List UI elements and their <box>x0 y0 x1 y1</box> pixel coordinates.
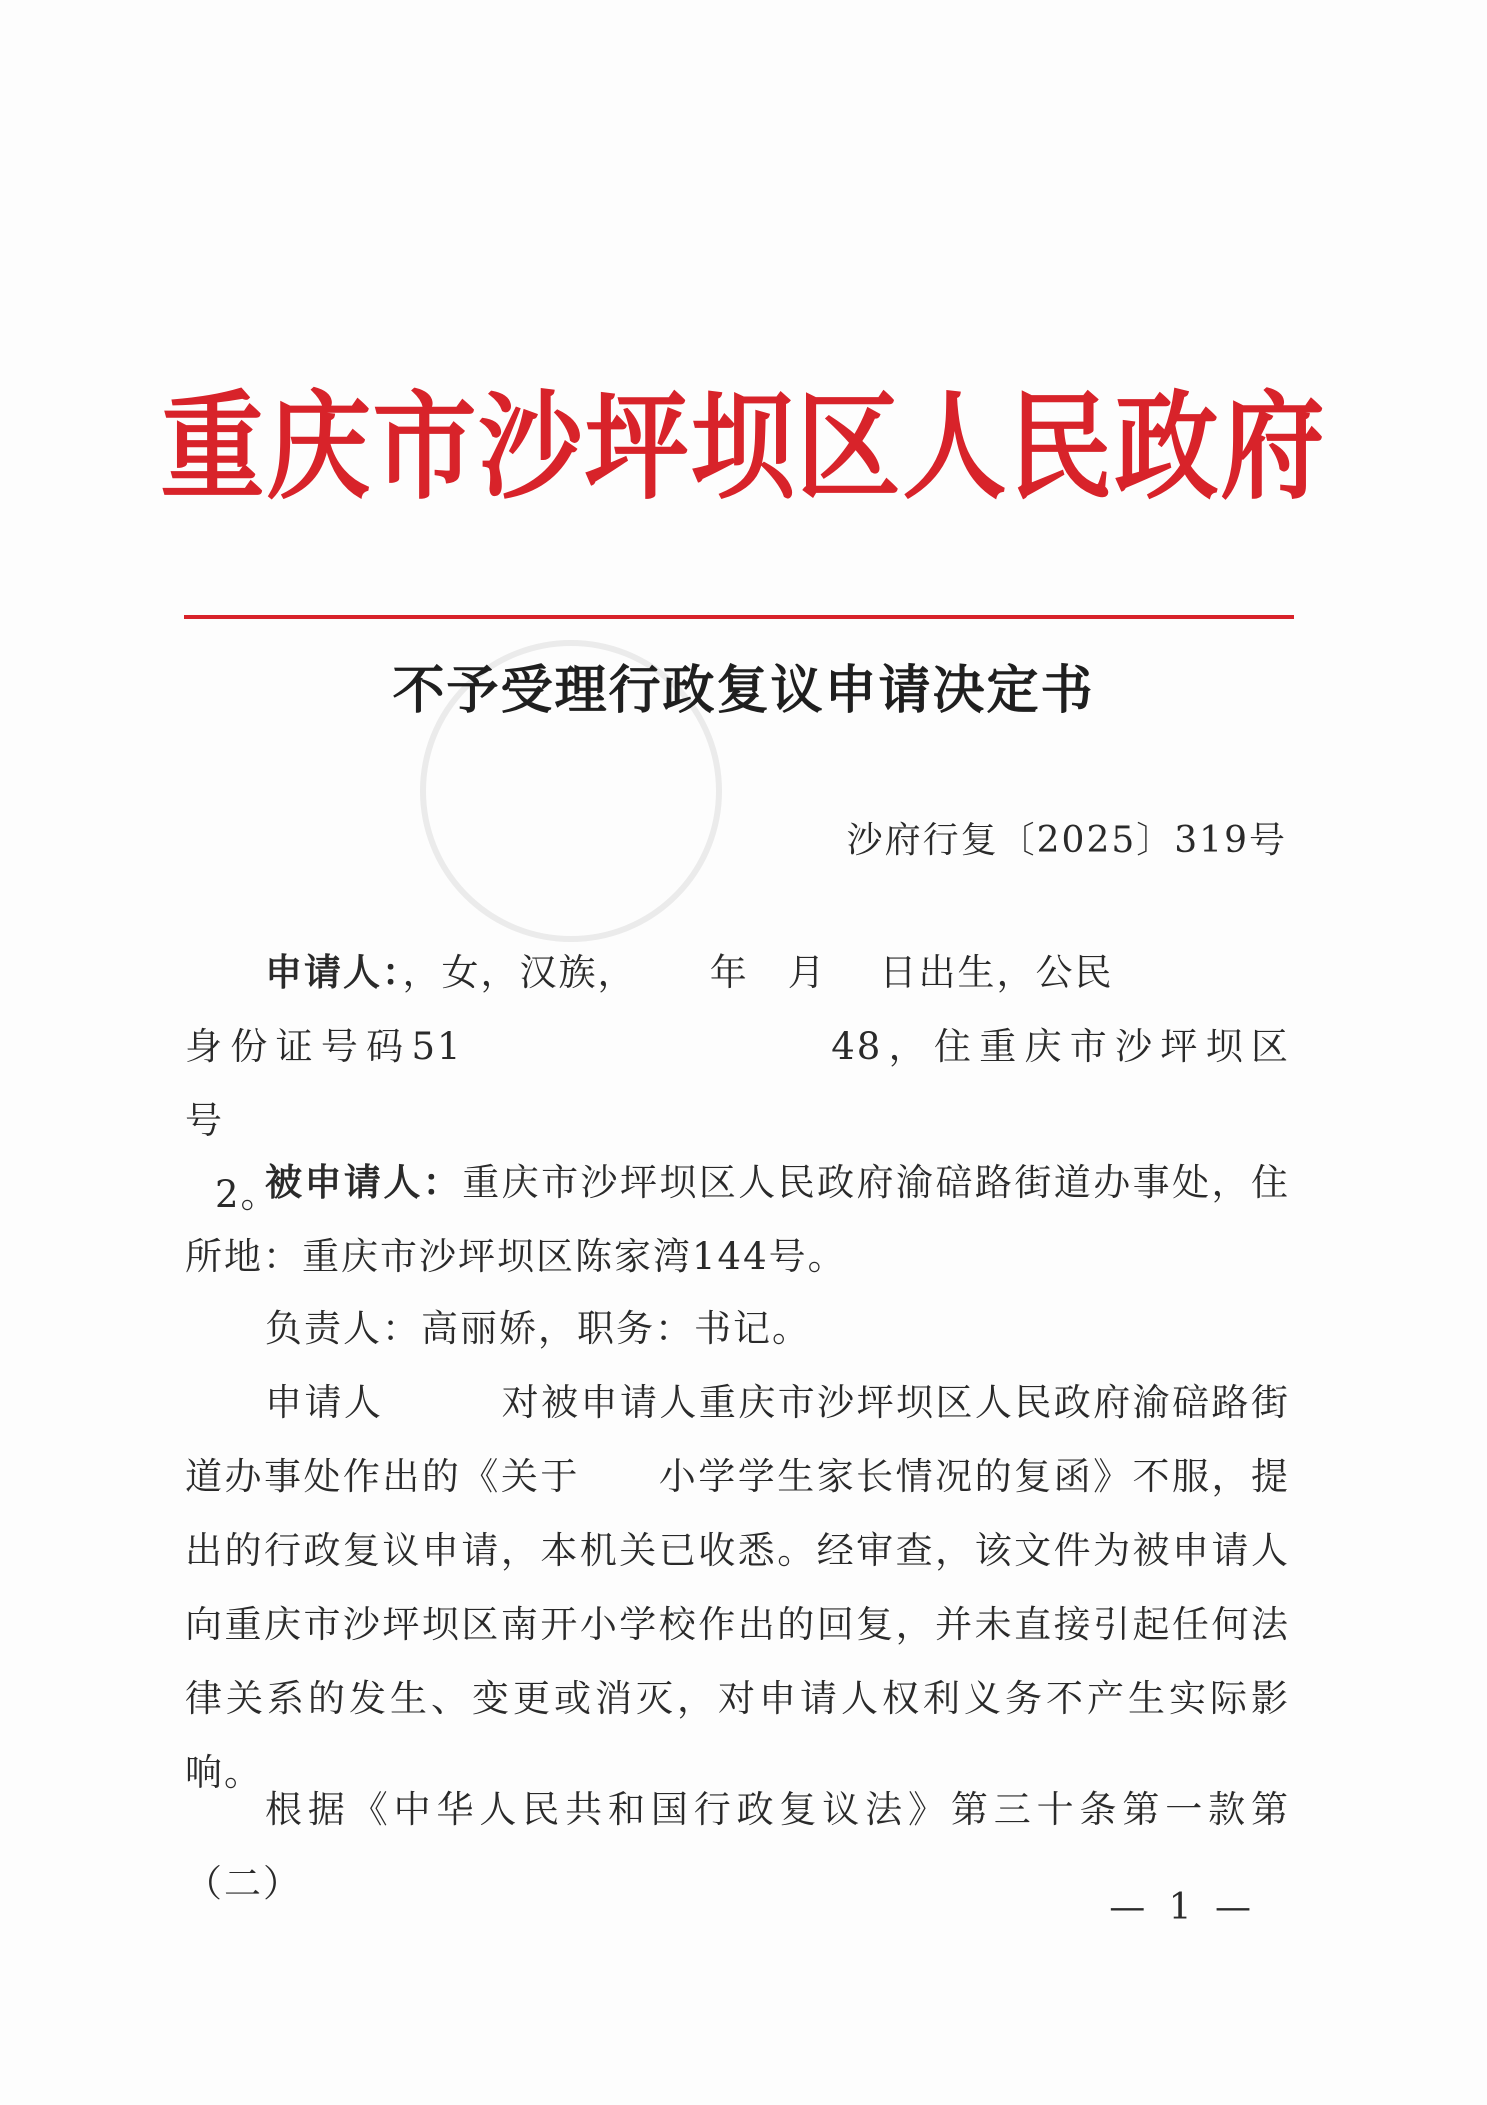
respondent-text: 重庆市沙坪坝区人民政府渝碚路街道办事处，住所地：重庆市沙坪坝区陈家湾144号。 <box>185 1161 1291 1278</box>
document-number: 沙府行复〔2025〕319号 <box>846 820 1287 861</box>
respondent-paragraph <box>185 1145 1290 1294</box>
applicant-line-3: 2。 <box>215 1173 280 1216</box>
applicant-line-2: 身份证号码51 48，住重庆市沙坪坝区 号 <box>185 1025 1485 1142</box>
facts-paragraph: 申请人 对被申请人重庆市沙坪坝区人民政府渝碚路街道办事处作出的《关于 小学学生家长情况的复函》不服，提出的行政复议申请，本机关已收悉。经审查，该文件为被申请人向重庆市沙坪坝区南开小学校作出的回复，并未直接引起任何法律关系的发生、变更或消灭，对申请人权利义务不产生实际影响。 <box>185 1381 1290 1794</box>
applicant-paragraph <box>185 935 1290 1010</box>
principal-line: 负责人：高丽娇，职务：书记。 <box>265 1307 811 1350</box>
applicant-label: 申请人： <box>265 950 403 994</box>
page-number: — 1 — <box>1109 1887 1257 1928</box>
basis-paragraph: 根据《中华人民共和国行政复议法》第三十条第一款第（二） <box>185 1788 1290 1905</box>
document-title: 不予受理行政复议申请决定书 <box>392 660 1095 721</box>
facts-section <box>185 1366 1290 1810</box>
red-divider-line <box>184 615 1294 619</box>
applicant-line-1: ，女，汉族， 年 月 日出生，公民 <box>402 951 1114 994</box>
respondent-section <box>185 1145 1290 1294</box>
principal-section <box>185 1292 1290 1366</box>
respondent-label: 被申请人： <box>265 1160 463 1204</box>
issuing-authority-header: 重庆市沙坪坝区人民政府 <box>160 377 1327 516</box>
